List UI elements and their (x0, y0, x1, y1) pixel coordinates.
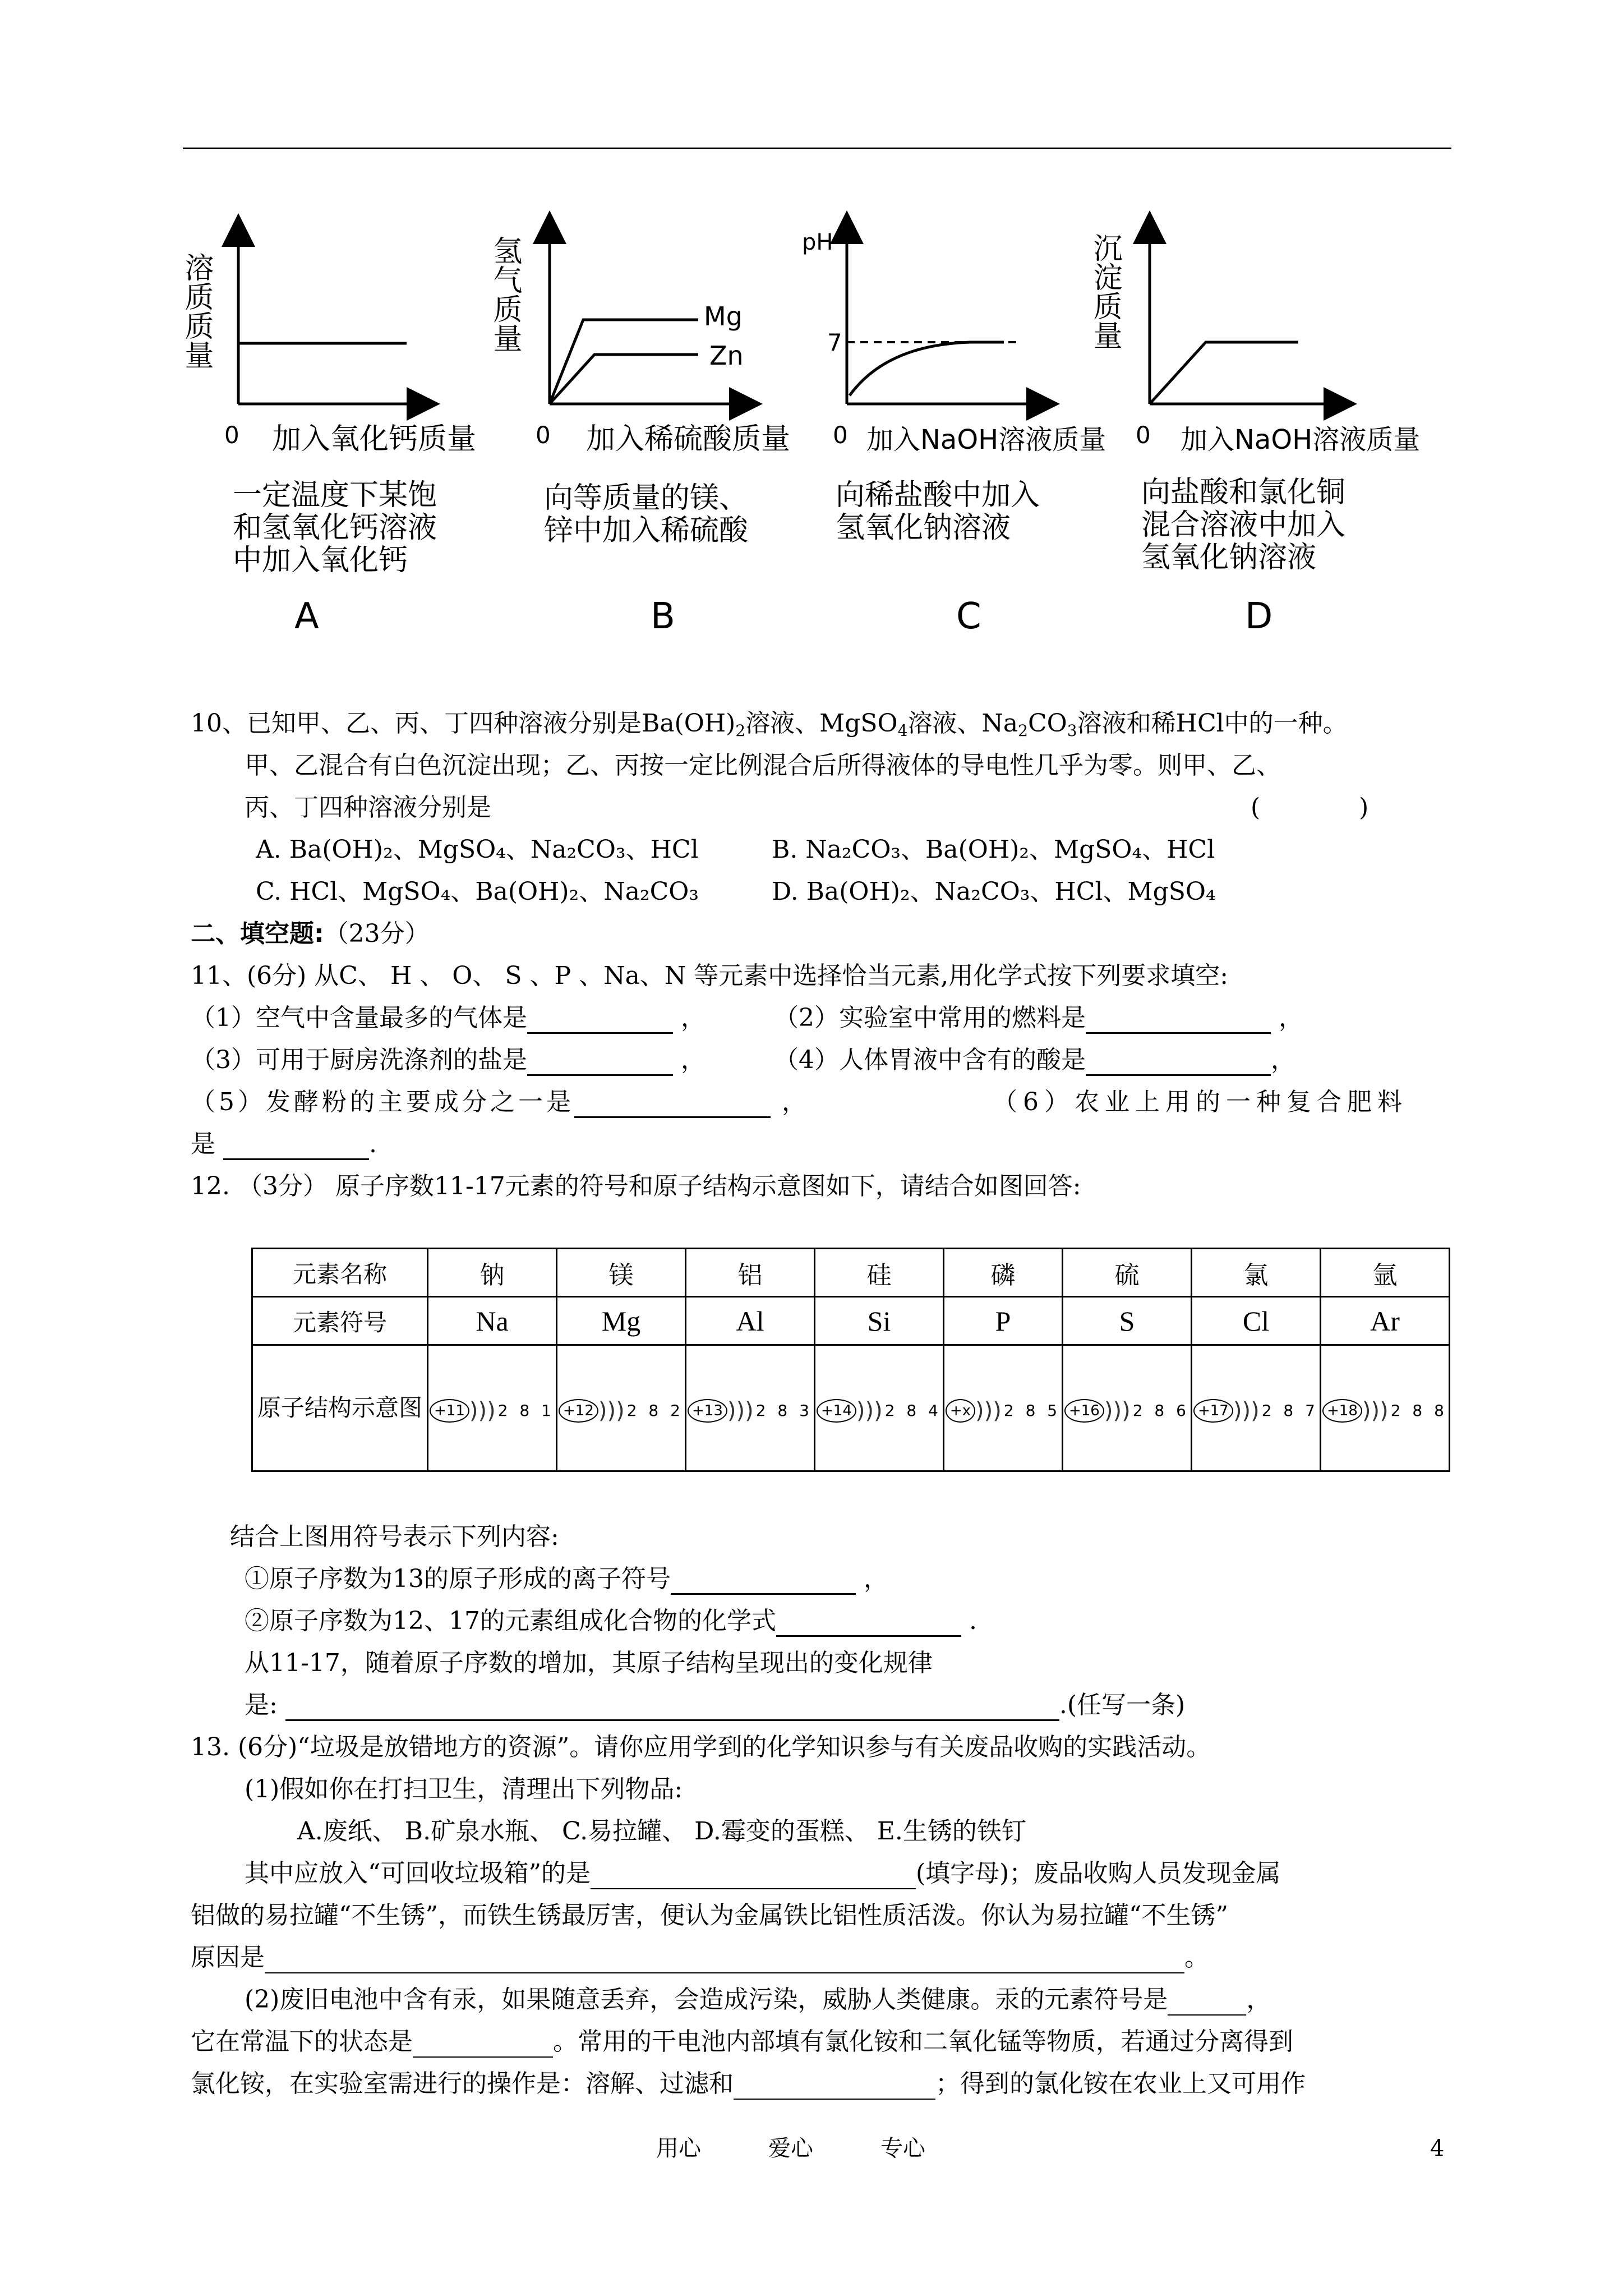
q13-items: A.废纸、 B.矿泉水瓶、 C.易拉罐、 D.霉变的蛋糕、 E.生锈的铁钉 (297, 1817, 1026, 1846)
cell-name: 氩 (1320, 1249, 1449, 1297)
chart-a (179, 230, 476, 637)
cell-atom-diagram: +18 ))) 2 8 8 (1320, 1345, 1449, 1471)
header-rule (183, 148, 1451, 149)
row-header-name: 元素名称 (252, 1249, 428, 1297)
cell-atom-diagram: +14 ))) 2 8 4 (815, 1345, 944, 1471)
cell-atom-diagram: +17 ))) 2 8 7 (1191, 1345, 1320, 1471)
q12-blank-1[interactable] (671, 1568, 856, 1595)
chart-b-letter: B (651, 596, 675, 637)
q10-line1: 10、已知甲、乙、丙、丁四种溶液分别是$Ba(OH)_2$溶液、MgSO$_4$溶液、$Na_2CO_3$溶液和稀HCl中的一种。 (191, 709, 1348, 740)
q11-blank-4[interactable] (1086, 1050, 1271, 1076)
q12-sub3: 从11-17，随着原子序数的增加，其原子结构呈现出的变化规律 (245, 1649, 933, 1677)
q11-stem: 11、(6分) 从C、 H 、 O、 S 、P 、Na、N 等元素中选择恰当元素,用化学式按下列要求填空: (191, 961, 1229, 990)
chart-c (802, 227, 1106, 637)
chart-b-xlabel: 加入稀硫酸质量 (586, 422, 791, 456)
electron-shells: 2 8 3 (755, 1401, 813, 1420)
chart-c-xlabel: 加入NaOH溶液质量 (866, 424, 1106, 455)
q11-part1: （1）空气中含量最多的气体是 ， (191, 1002, 706, 1034)
row-header-diagram: 原子结构示意图 (252, 1345, 428, 1471)
cell-symbol: Al (686, 1297, 815, 1345)
q12-intro: 结合上图用符号表示下列内容: (230, 1522, 559, 1551)
chart-c-letter: C (956, 596, 981, 637)
q11-blank-1[interactable] (527, 1007, 673, 1034)
q11-part3: （3）可用于厨房洗涤剂的盐是 ， (191, 1045, 706, 1076)
q13-line3: 原因是 。 (191, 1942, 1209, 1973)
element-diagram-row (252, 1345, 1450, 1471)
cell-symbol: P (944, 1297, 1063, 1345)
section2-title: 二、填空题:（23分） (191, 919, 430, 948)
q13-blank-2[interactable] (265, 1948, 1184, 1973)
q10-option-c[interactable]: C. HCl、MgSO₄、Ba(OH)₂、Na₂CO₃ (256, 877, 699, 906)
q11-blank-6[interactable] (223, 1134, 369, 1160)
q13-line6: 氯化铵，在实验室需进行的操作是：溶解、过滤和 ；得到的氯化铵在农业上又可用作 (191, 2068, 1306, 2100)
element-symbol-row (252, 1297, 1450, 1345)
nucleus: +12 (559, 1399, 598, 1423)
electron-shells: 2 8 1 (497, 1401, 555, 1420)
q12-sub2: ②原子序数为12、17的元素组成化合物的化学式 . (245, 1605, 977, 1637)
chart-a-caption-2: 和氢氧化钙溶液 (233, 511, 437, 545)
cell-atom-diagram: +13 ))) 2 8 3 (686, 1345, 815, 1471)
chart-a-origin: 0 (224, 421, 239, 449)
cell-symbol: Cl (1191, 1297, 1320, 1345)
cell-atom-diagram: +11 ))) 2 8 1 (428, 1345, 557, 1471)
chart-b-mg-line (550, 320, 698, 404)
chart-d-caption-3: 氢氧化钠溶液 (1141, 541, 1317, 574)
q10-option-d[interactable]: D. Ba(OH)₂、Na₂CO₃、HCl、MgSO₄ (772, 877, 1216, 906)
q12-stem: 12. （3分） 原子序数11-17元素的符号和原子结构示意图如下，请结合如图回答: (191, 1172, 1081, 1200)
q13-stem: 13. (6分)“垃圾是放错地方的资源”。请你应用学到的化学知识参与有关废品收购的实践活动。 (191, 1733, 1211, 1761)
chart-d-letter: D (1245, 596, 1273, 637)
q13-blank-1[interactable] (591, 1864, 916, 1889)
q12-sub3b: 是: .(任写一条) (245, 1690, 1185, 1721)
q12-blank-3[interactable] (285, 1695, 1059, 1721)
cell-symbol: Ar (1320, 1297, 1449, 1345)
chart-a-xlabel: 加入氧化钙质量 (272, 422, 477, 456)
q13-sub1: (1)假如你在打扫卫生，清理出下列物品: (245, 1775, 683, 1803)
chart-c-curve (850, 342, 1004, 395)
nucleus: +16 (1064, 1399, 1104, 1423)
q10-option-b[interactable]: B. Na₂CO₃、Ba(OH)₂、MgSO₄、HCl (772, 835, 1215, 864)
element-table (251, 1248, 1450, 1472)
cell-symbol: Na (428, 1297, 557, 1345)
cell-name: 钠 (428, 1249, 557, 1297)
q13-blank-5[interactable] (734, 2074, 935, 2100)
chart-c-caption-2: 氢氧化钠溶液 (836, 511, 1011, 545)
chart-b-origin: 0 (536, 421, 551, 449)
chart-a-ylabel: 溶质质量 (179, 252, 213, 369)
q11-part6: （6）农业上用的一种复合肥料 (993, 1088, 1408, 1116)
q13-blank-3[interactable] (1168, 1990, 1246, 2016)
chart-a-caption-3: 中加入氧化钙 (233, 544, 408, 577)
nucleus: +13 (688, 1399, 727, 1423)
cell-atom-diagram: +16 ))) 2 8 6 (1062, 1345, 1191, 1471)
chart-b-caption-2: 锌中加入稀硫酸 (544, 514, 749, 547)
q10-option-a[interactable]: A. Ba(OH)₂、MgSO₄、Na₂CO₃、HCl (256, 835, 699, 864)
chart-b-ylabel: 氢气质量 (488, 236, 522, 352)
row-header-symbol: 元素符号 (252, 1297, 428, 1345)
nucleus: +11 (430, 1399, 469, 1423)
chart-b (488, 227, 790, 637)
q11-blank-5[interactable] (574, 1092, 771, 1118)
q11-part5: （5）发酵粉的主要成分之一是 ， (191, 1087, 810, 1118)
chart-b-zn-label: Zn (709, 341, 744, 371)
q13-blank-4[interactable] (413, 2032, 553, 2058)
page-number: 4 (1430, 2136, 1445, 2161)
q10-answer-paren[interactable]: ( ) (1251, 793, 1369, 822)
chart-c-origin: 0 (833, 421, 848, 449)
chart-b-caption-1: 向等质量的镁、 (544, 481, 749, 515)
chart-d-line (1150, 342, 1298, 404)
element-name-row (252, 1249, 1450, 1297)
electron-shells: 2 8 4 (884, 1401, 942, 1420)
chart-c-ylabel: pH (802, 229, 833, 255)
q11-part2: （2）实验室中常用的燃料是 ， (774, 1002, 1303, 1034)
cell-atom-diagram: +x ))) 2 8 5 (944, 1345, 1063, 1471)
q11-part6b: 是 . (191, 1129, 377, 1160)
cell-symbol: S (1062, 1297, 1191, 1345)
chart-c-caption-1: 向稀盐酸中加入 (836, 478, 1040, 512)
q10-line2: 甲、乙混合有白色沉淀出现；乙、丙按一定比例混合后所得液体的导电性几乎为零。则甲、乙、 (245, 751, 1281, 780)
graph-panel (179, 213, 1464, 639)
q10-line3: 丙、丁四种溶液分别是 (245, 793, 491, 822)
chart-c-ytick: 7 (827, 329, 842, 356)
chart-b-zn-line (550, 355, 698, 404)
electron-shells: 2 8 5 (1003, 1401, 1061, 1420)
chart-d-ylabel: 沉淀质量 (1088, 233, 1122, 349)
electron-shells: 2 8 8 (1390, 1401, 1447, 1420)
cell-symbol: Si (815, 1297, 944, 1345)
q12-blank-2[interactable] (776, 1611, 961, 1637)
chart-d (1088, 227, 1420, 637)
electron-shells: 2 8 6 (1132, 1401, 1189, 1420)
electron-shells: 2 8 7 (1261, 1401, 1318, 1420)
q13-line2: 铝做的易拉罐“不生锈”，而铁生锈最厉害，便认为金属铁比铝性质活泼。你认为易拉罐“不生锈” (191, 1901, 1228, 1930)
q11-blank-3[interactable] (527, 1050, 673, 1076)
chart-a-letter: A (294, 596, 319, 637)
chart-b-mg-label: Mg (704, 301, 743, 332)
chart-d-caption-1: 向盐酸和氯化铜 (1141, 476, 1346, 509)
chart-d-xlabel: 加入NaOH溶液质量 (1181, 424, 1421, 455)
q13-sub2: (2)废旧电池中含有汞，如果随意丢弃，会造成污染，威胁人类健康。汞的元素符号是 ， (245, 1984, 1271, 2016)
q13-line1: 其中应放入“可回收垃圾箱”的是 (填字母)；废品收购人员发现金属 (245, 1858, 1280, 1889)
q11-part4: （4）人体胃液中含有的酸是 ， (774, 1045, 1295, 1076)
cell-symbol: Mg (557, 1297, 686, 1345)
chart-d-origin: 0 (1136, 421, 1151, 449)
cell-name: 硫 (1062, 1249, 1191, 1297)
nucleus: +18 (1322, 1399, 1362, 1423)
nucleus: +x (946, 1399, 975, 1423)
cell-name: 镁 (557, 1249, 686, 1297)
nucleus: +17 (1193, 1399, 1233, 1423)
cell-name: 铝 (686, 1249, 815, 1297)
footer-motto: 用心 爱心 专心 (656, 2136, 925, 2161)
cell-atom-diagram: +12 ))) 2 8 2 (557, 1345, 686, 1471)
cell-name: 硅 (815, 1249, 944, 1297)
nucleus: +14 (817, 1399, 856, 1423)
electron-shells: 2 8 2 (626, 1401, 684, 1420)
q11-blank-2[interactable] (1086, 1007, 1271, 1034)
q12-sub1: ①原子序数为13的原子形成的离子符号 ， (245, 1563, 888, 1595)
cell-name: 磷 (944, 1249, 1063, 1297)
q13-line5: 它在常温下的状态是 。常用的干电池内部填有氯化铵和二氧化锰等物质，若通过分离得到 (191, 2026, 1293, 2058)
chart-a-caption-1: 一定温度下某饱 (233, 478, 437, 512)
chart-d-caption-2: 混合溶液中加入 (1141, 508, 1346, 542)
cell-name: 氯 (1191, 1249, 1320, 1297)
